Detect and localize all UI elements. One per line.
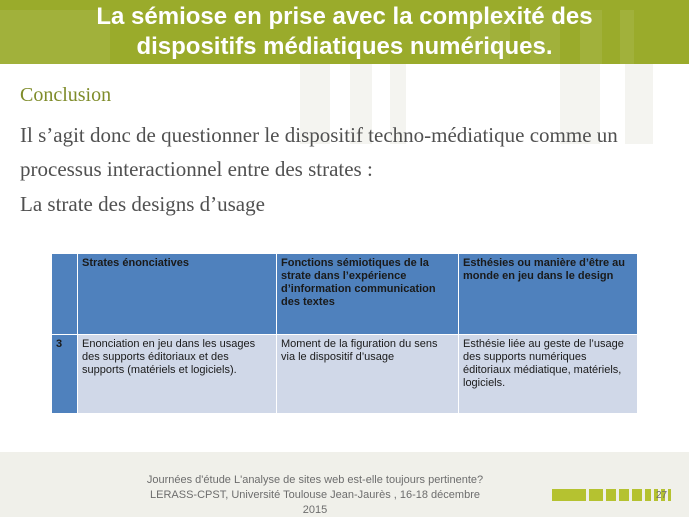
body-paragraph: Il s’agit donc de questionner le dispositif techno-médiatique comme un processus interactionnel entre des strates : [20, 123, 618, 181]
table-header-cell [52, 254, 78, 335]
footer-line: LERASS-CPST, Université Toulouse Jean-Jaurès , 16-18 décembre [150, 489, 480, 501]
table-header-row [52, 254, 638, 335]
table-row [52, 335, 638, 414]
progress-bar-segment [668, 489, 671, 501]
footer-line: 2015 [302, 504, 328, 516]
progress-bar-segment [645, 489, 651, 501]
section-heading: Conclusion [20, 84, 112, 106]
subheading: La strate des designs d’usage [20, 192, 265, 216]
table-cell: Moment de la figuration du sens via le dispositif d’usage [277, 335, 459, 414]
table-cell-number: 3 [52, 335, 78, 414]
slide-title [0, 2, 689, 62]
progress-bar-segment [632, 489, 642, 501]
strata-table [51, 253, 638, 414]
table-header-cell: Esthésies ou manière d’être au monde en jeu dans le design [459, 254, 638, 335]
progress-bar-segment [589, 489, 603, 501]
slide-title-line-2: dispositifs médiatiques numériques. [136, 33, 553, 60]
table-cell: Enonciation en jeu dans les usages des supports éditoriaux et des supports (matériels et logiciels). [78, 335, 277, 414]
progress-decoration [552, 489, 671, 501]
title-banner [0, 0, 689, 64]
footer-line: Journées d'étude L'analyse de sites web est-elle toujours pertinente? [146, 474, 484, 486]
page-number: 27 [656, 490, 668, 501]
table-cell: Esthésie liée au geste de l’usage des supports numériques éditoriaux médiatique, matériels, logiciels. [459, 335, 638, 414]
progress-bar-segment [619, 489, 629, 501]
footer-text [110, 473, 520, 518]
table-header-cell: Fonctions sémiotiques de la strate dans l’expérience d’information communication des textes [277, 254, 459, 335]
table-header-cell: Strates énonciatives [78, 254, 277, 335]
progress-bar-segment [606, 489, 616, 501]
progress-bar-segment [552, 489, 586, 501]
slide-title-line-1: La sémiose en prise avec la complexité des [96, 3, 593, 30]
